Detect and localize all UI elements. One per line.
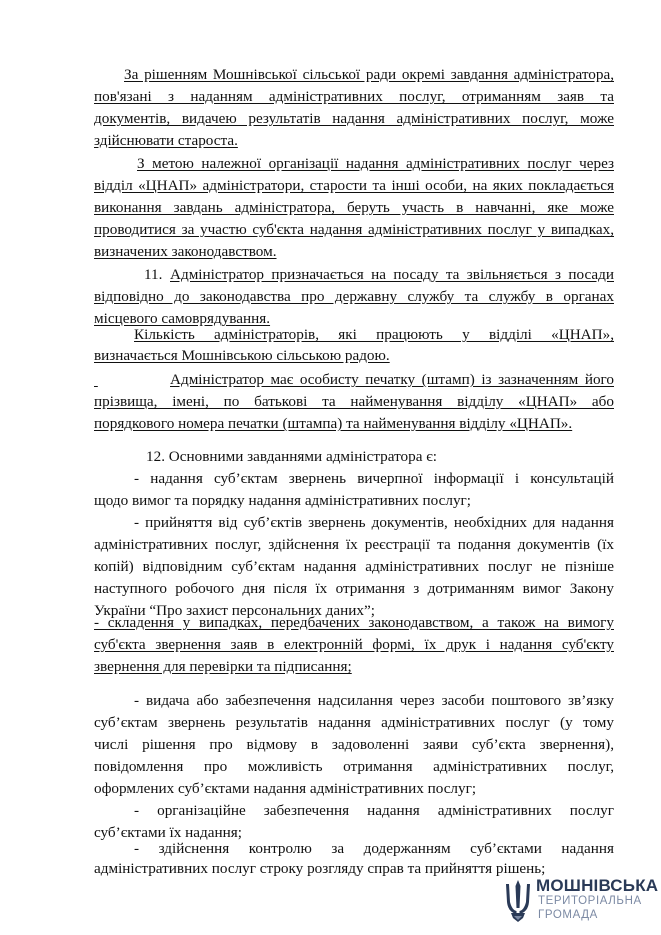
text-line: визначених законодавством. bbox=[94, 243, 277, 260]
trident-icon bbox=[503, 878, 533, 924]
text-line: проводитися за участю суб'єкта надання адміністративних послуг у випадках, bbox=[94, 221, 614, 238]
text-line: повідомлення про можливість отримання адміністративних послуг, bbox=[94, 758, 614, 775]
text-line: місцевого самоврядування. bbox=[94, 310, 271, 327]
text-line: - видача або забезпечення надсилання через засоби поштового зв’язку bbox=[134, 692, 614, 709]
text-line: відділ «ЦНАП» адміністратори, старости та інші особи, на яких покладається bbox=[94, 177, 614, 194]
logo-subtitle-line1: ТЕРИТОРІАЛЬНА bbox=[538, 895, 642, 907]
text-line: - організаційне забезпечення надання адміністративних послуг bbox=[134, 802, 614, 819]
text-line: порядкового номера печатки (штампа) та найменування відділу «ЦНАП». bbox=[94, 415, 573, 432]
community-logo bbox=[503, 876, 659, 928]
text-line: визначається Мошнівською сільською радою. bbox=[94, 347, 390, 364]
logo-title: МОШНІВСЬКА bbox=[536, 876, 659, 895]
text-line: виконання завдань адміністратора, беруть участь в навчанні, яке може bbox=[94, 199, 614, 216]
text-line: суб’єктам звернень результатів надання адміністративних послуг (у тому bbox=[94, 714, 614, 731]
text-line: відповідно до законодавства про державну службу та службу в органах bbox=[94, 288, 614, 305]
indent-underline bbox=[94, 369, 170, 391]
text-line: адміністративних послуг, здійснення їх реєстрації та подання документів (їх bbox=[94, 536, 614, 553]
text-line: Адміністратор має особисту печатку (штамп) із зазначенням його bbox=[170, 371, 614, 388]
text-line: наступного робочого дня після їх отримання з дотриманням вимог Закону bbox=[94, 580, 614, 597]
text-line: числі рішення про відмову в задоволенні заяви суб’єкта звернення), bbox=[94, 736, 614, 753]
text-line: звернення для перевірки та підписання; bbox=[94, 658, 352, 675]
text-line: - здійснення контролю за додержанням суб’єктами надання bbox=[134, 840, 614, 857]
text-line: адміністративних послуг строку розгляду справ та прийняття рішень; bbox=[94, 860, 546, 877]
text-line: суб'єкта звернення заяв в електронній формі, їх друк і надання суб'єкту bbox=[94, 636, 614, 653]
text-line: З метою належної організації надання адміністративних послуг через bbox=[137, 155, 614, 172]
text-line: 12. Основними завданнями адміністратора є: bbox=[146, 448, 438, 465]
text-line: - прийняття від суб’єктів звернень документів, необхідних для надання bbox=[134, 514, 614, 531]
text-line: здійснювати староста. bbox=[94, 132, 238, 149]
text-line: документів, видачею результатів надання адміністративних послуг, може bbox=[94, 110, 614, 127]
text-line: пов'язані з наданням адміністративних послуг, отриманням заяв та bbox=[94, 88, 614, 105]
text-line: суб’єктами їх надання; bbox=[94, 824, 242, 841]
logo-subtitle-line2: ГРОМАДА bbox=[538, 909, 598, 921]
text-line: оформлених суб’єктами надання адміністративних послуг; bbox=[94, 780, 477, 797]
item-number: 11. bbox=[144, 266, 163, 283]
text-line: - складення у випадках, передбачених законодавством, а також на вимогу bbox=[94, 614, 614, 631]
text-line: копій) відповідним суб’єктам надання адміністративних послуг не пізніше bbox=[94, 558, 614, 575]
text-line: України “Про захист персональних даних”; bbox=[94, 602, 375, 619]
text-line: прізвища, імені, по батькові та найменування відділу «ЦНАП» або bbox=[94, 393, 614, 410]
text-line: - надання суб’єктам звернень вичерпної інформації і консультацій bbox=[134, 470, 614, 487]
text-line: Кількість адміністраторів, які працюють у відділі «ЦНАП», bbox=[134, 326, 614, 343]
text-line: Адміністратор призначається на посаду та звільняється з посади bbox=[170, 266, 614, 283]
text-line: За рішенням Мошнівської сільської ради окремі завдання адміністратора, bbox=[124, 66, 614, 83]
text-line: щодо вимог та порядку надання адміністративних послуг; bbox=[94, 492, 472, 509]
